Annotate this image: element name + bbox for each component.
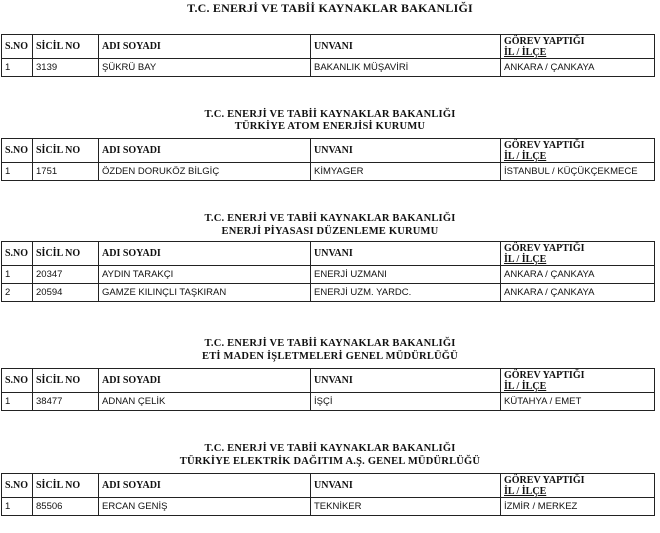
header-sno: S.NO	[2, 242, 33, 266]
header-unvani: UNVANI	[311, 139, 501, 163]
cell-gorev: ANKARA / ÇANKAYA	[501, 266, 655, 284]
cell-adi-soyadi: ÖZDEN DORUKÖZ BİLGİÇ	[99, 163, 311, 181]
cell-sno: 1	[2, 163, 33, 181]
header-sno: S.NO	[2, 474, 33, 498]
cell-adi-soyadi: AYDIN TARAKÇI	[99, 266, 311, 284]
table-header-row	[2, 35, 655, 59]
header-adi-soyadi: ADI SOYADI	[99, 369, 311, 393]
header-gorev-line2: İL / İLÇE	[504, 254, 547, 265]
cell-sicil: 38477	[33, 393, 99, 411]
cell-adi-soyadi: GAMZE KILINÇLI TAŞKIRAN	[99, 284, 311, 302]
header-sicil: SİCİL NO	[33, 139, 99, 163]
header-unvani: UNVANI	[311, 242, 501, 266]
table-header-row	[2, 139, 655, 163]
header-gorev-line1: GÖREV YAPTIĞI	[504, 140, 585, 151]
personnel-table	[1, 473, 655, 516]
cell-sno: 1	[2, 266, 33, 284]
section-heading: T.C. ENERJİ VE TABİİ KAYNAKLAR BAKANLIĞI	[187, 1, 473, 15]
cell-gorev: İSTANBUL / KÜÇÜKÇEKMECE	[501, 163, 655, 181]
header-sno: S.NO	[2, 139, 33, 163]
header-sicil: SİCİL NO	[33, 242, 99, 266]
cell-unvani: TEKNİKER	[311, 498, 501, 516]
header-gorev-line1: GÖREV YAPTIĞI	[504, 36, 585, 47]
header-adi-soyadi: ADI SOYADI	[99, 139, 311, 163]
section-heading: T.C. ENERJİ VE TABİİ KAYNAKLAR BAKANLIĞI	[204, 109, 456, 120]
section-subheading: ETİ MADEN İŞLETMELERİ GENEL MÜDÜRLÜĞÜ	[202, 351, 458, 362]
header-unvani: UNVANI	[311, 35, 501, 59]
header-sicil: SİCİL NO	[33, 35, 99, 59]
table-row	[2, 163, 655, 181]
section-heading: T.C. ENERJİ VE TABİİ KAYNAKLAR BAKANLIĞI	[204, 443, 456, 454]
header-gorev	[501, 139, 655, 163]
section-subheading: TÜRKİYE ATOM ENERJİSİ KURUMU	[234, 121, 426, 132]
table-row	[2, 284, 655, 302]
header-gorev-line1: GÖREV YAPTIĞI	[504, 243, 585, 254]
cell-gorev: İZMİR / MERKEZ	[501, 498, 655, 516]
cell-adi-soyadi: ADNAN ÇELİK	[99, 393, 311, 411]
header-gorev	[501, 35, 655, 59]
personnel-table	[1, 138, 655, 181]
header-gorev-line1: GÖREV YAPTIĞI	[504, 475, 585, 486]
cell-sicil: 85506	[33, 498, 99, 516]
section-heading: T.C. ENERJİ VE TABİİ KAYNAKLAR BAKANLIĞI	[204, 213, 456, 224]
cell-gorev: KÜTAHYA / EMET	[501, 393, 655, 411]
section-subheading: TÜRKİYE ELEKTRİK DAĞITIM A.Ş. GENEL MÜDÜRLÜĞÜ	[179, 456, 481, 467]
header-gorev-line2: İL / İLÇE	[504, 486, 547, 497]
cell-sno: 1	[2, 59, 33, 77]
cell-sno: 1	[2, 393, 33, 411]
header-unvani: UNVANI	[311, 474, 501, 498]
header-gorev-line2: İL / İLÇE	[504, 381, 547, 392]
section-heading: T.C. ENERJİ VE TABİİ KAYNAKLAR BAKANLIĞI	[204, 338, 456, 349]
cell-gorev: ANKARA / ÇANKAYA	[501, 59, 655, 77]
section-subheading: ENERJİ PİYASASI DÜZENLEME KURUMU	[221, 226, 439, 237]
cell-unvani: ENERJİ UZM. YARDC.	[311, 284, 501, 302]
cell-adi-soyadi: ERCAN GENİŞ	[99, 498, 311, 516]
header-adi-soyadi: ADI SOYADI	[99, 35, 311, 59]
cell-adi-soyadi: ŞÜKRÜ BAY	[99, 59, 311, 77]
table-header-row	[2, 242, 655, 266]
cell-unvani: BAKANLIK MÜŞAVİRİ	[311, 59, 501, 77]
header-sicil: SİCİL NO	[33, 474, 99, 498]
personnel-table	[1, 34, 655, 77]
table-header-row	[2, 474, 655, 498]
header-unvani: UNVANI	[311, 369, 501, 393]
header-adi-soyadi: ADI SOYADI	[99, 474, 311, 498]
cell-unvani: İŞÇİ	[311, 393, 501, 411]
header-sno: S.NO	[2, 369, 33, 393]
header-gorev	[501, 369, 655, 393]
table-row	[2, 393, 655, 411]
header-gorev-line2: İL / İLÇE	[504, 151, 547, 162]
personnel-table	[1, 241, 655, 302]
cell-sicil: 3139	[33, 59, 99, 77]
cell-sicil: 20347	[33, 266, 99, 284]
header-gorev	[501, 474, 655, 498]
cell-sicil: 1751	[33, 163, 99, 181]
cell-sicil: 20594	[33, 284, 99, 302]
header-adi-soyadi: ADI SOYADI	[99, 242, 311, 266]
cell-gorev: ANKARA / ÇANKAYA	[501, 284, 655, 302]
header-gorev	[501, 242, 655, 266]
table-header-row	[2, 369, 655, 393]
cell-unvani: ENERJİ UZMANI	[311, 266, 501, 284]
personnel-table	[1, 368, 655, 411]
table-row	[2, 59, 655, 77]
header-gorev-line1: GÖREV YAPTIĞI	[504, 370, 585, 381]
cell-sno: 1	[2, 498, 33, 516]
header-sicil: SİCİL NO	[33, 369, 99, 393]
cell-sno: 2	[2, 284, 33, 302]
header-gorev-line2: İL / İLÇE	[504, 47, 547, 58]
cell-unvani: KİMYAGER	[311, 163, 501, 181]
table-row	[2, 266, 655, 284]
header-sno: S.NO	[2, 35, 33, 59]
table-row	[2, 498, 655, 516]
